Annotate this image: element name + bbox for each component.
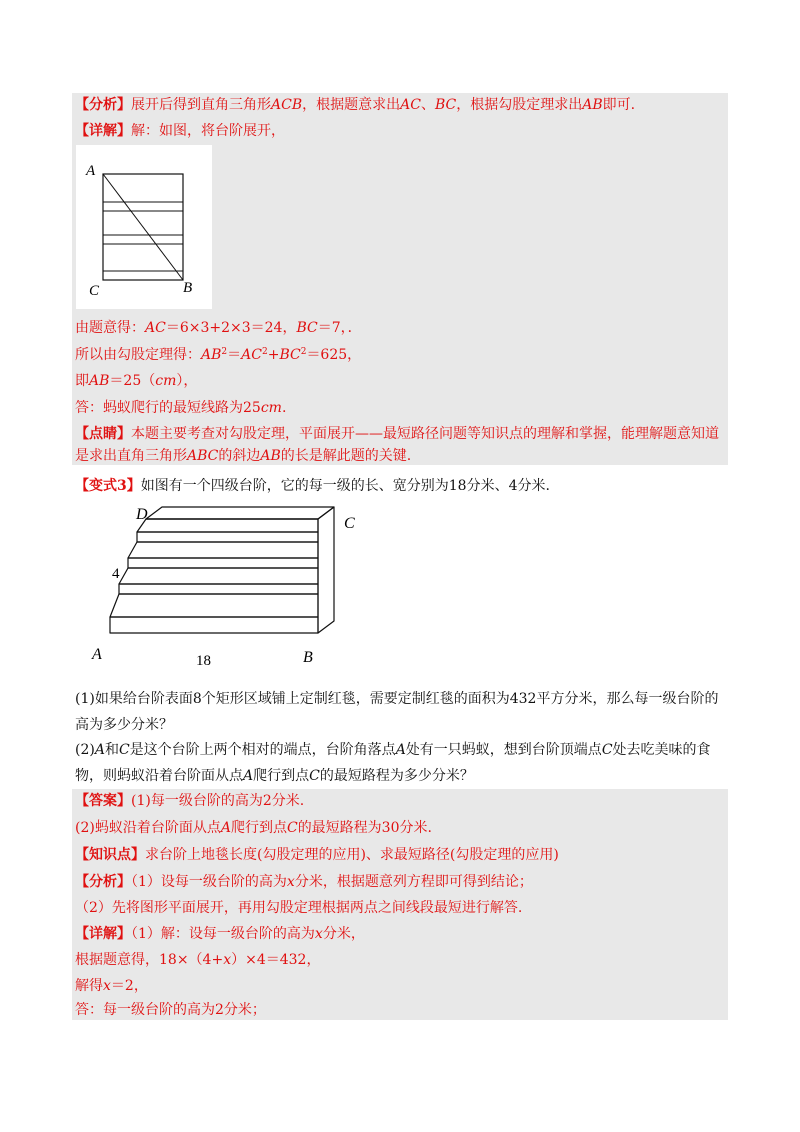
detail-line: 【详解】解：如图，将台阶展开， (75, 123, 285, 139)
four-steps-figure (88, 506, 360, 672)
knowledge-line: 【知识点】求台阶上地毯长度(勾股定理的应用)、求最短路径(勾股定理的应用) (75, 847, 559, 863)
fig1-label-a: A (86, 163, 96, 179)
answer-line-2: (2)蚂蚁沿着台阶面从点A爬行到点C的最短路程为30分米. (75, 820, 432, 836)
fig2-label-b: B (303, 649, 313, 666)
analysis-line: 【分析】展开后得到直角三角形ACB，根据题意求出AC、BC，根据勾股定理求出AB即可. (75, 97, 636, 113)
question-1: (1)如果给台阶表面8个矩形区域铺上定制红毯，需要定制红毯的面积为432平方分米，那么每一级台阶的高为多少分米？ (75, 691, 719, 733)
unfolded-steps-figure (76, 145, 212, 309)
question-2: (2)A和C是这个台阶上两个相对的端点，台阶角落点A处有一只蚂蚁，想到台阶顶端点C处去吃美味的食物，则蚂蚁沿着台阶面从点A爬行到点C的最短路程为多少分米？ (75, 742, 711, 784)
fig1-label-c: C (89, 283, 100, 299)
answer-line-1: 【答案】(1)每一级台阶的高为2分米. (75, 793, 305, 809)
comment-line-1: 【点睛】本题主要考查对勾股定理，平面展开——最短路径问题等知识点的理解和掌握，能理解题意知道 (75, 426, 719, 442)
detail2-line-4: 答：每一级台阶的高为2分米； (75, 1002, 266, 1018)
detail2-line-3: 解得x＝2， (75, 978, 148, 994)
calc-line-4: 答：蚂蚁爬行的最短线路为25cm. (75, 400, 287, 416)
fig2-label-c: C (344, 515, 355, 532)
fig1-label-b: B (183, 280, 193, 296)
fig2-label-a: A (92, 646, 102, 663)
variant-title: 【变式3】如图有一个四级台阶，它的每一级的长、宽分别为18分米、4分米. (75, 478, 550, 494)
calc-line-3: 即AB＝25（cm）， (75, 373, 198, 389)
fig2-label-length: 18 (196, 653, 211, 669)
analysis2-line-1: 【分析】（1）设每一级台阶的高为x分米，根据题意列方程即可得到结论； (75, 874, 533, 890)
calc-line-2: 所以由勾股定理得：$AB^2=AC^2+BC^2=625$， (75, 347, 362, 363)
fig2-label-d: D (136, 506, 148, 523)
fig2-label-width: 4 (112, 566, 120, 582)
calc-line-1: 由题意得：AC＝6×3+2×3＝24，BC＝7，． (75, 320, 362, 336)
analysis2-line-2: （2）先将图形平面展开，再用勾股定理根据两点之间线段最短进行解答. (75, 900, 523, 916)
comment-line-2: 是求出直角三角形ABC的斜边AB的长是解此题的关键. (75, 448, 412, 464)
detail2-line-1: 【详解】（1）解：设每一级台阶的高为x分米， (75, 926, 365, 942)
detail2-line-2: 根据题意得，18×（4+x）×4＝432， (75, 952, 321, 968)
